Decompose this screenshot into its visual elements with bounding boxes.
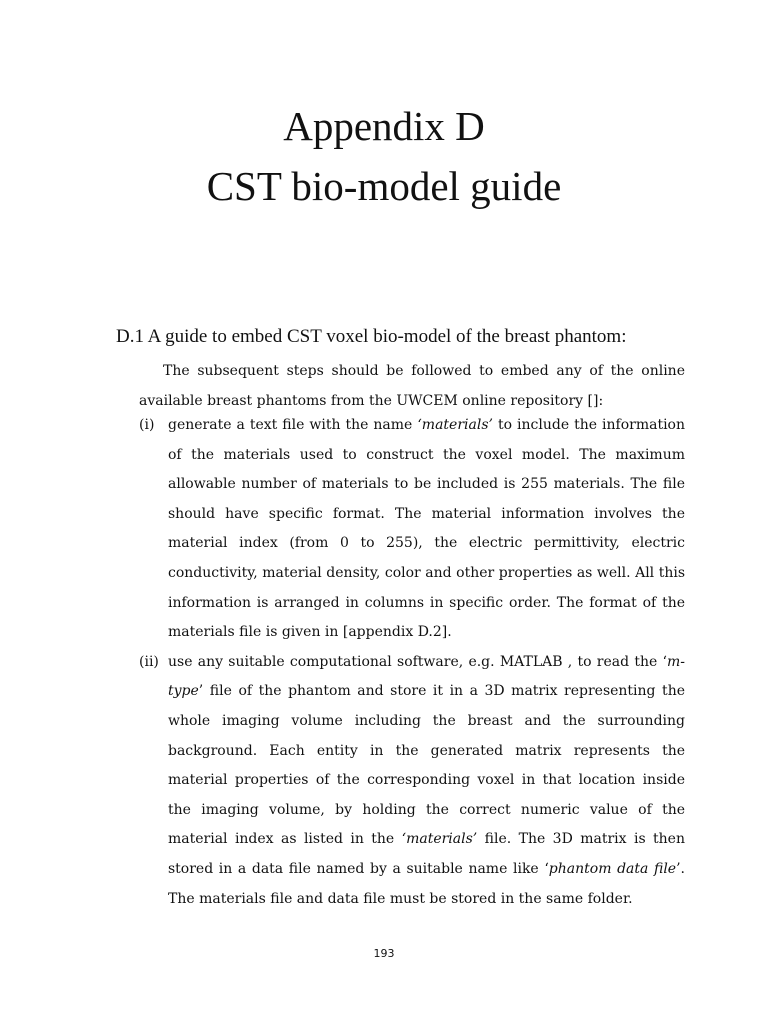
step-text-part: file. The 3D matrix is then stored in a data file named by a suitable name like ‘ bbox=[168, 831, 685, 877]
step-text-part: use any suitable computational software, e.g. MATLAB , to read the ‘ bbox=[168, 653, 667, 670]
appendix-title bbox=[0, 96, 768, 216]
list-marker: (i) bbox=[139, 417, 155, 433]
step-text-part: to include the information of the materials used to construct the voxel model. The maximum allowable number of materials to be included is 255 materials. The file should have specific format. The material information involves the material index (from 0 to 255), the electric permittivity, electric conductivity, material density, color and other properties as well. All this information is arranged in columns in specific order. The format of the materials file is given in [appendix D.2]. bbox=[168, 417, 685, 641]
emphasized-term: ‘materials’ bbox=[401, 831, 478, 848]
list-item bbox=[139, 411, 685, 648]
step-text bbox=[168, 411, 685, 648]
page-number: 193 bbox=[373, 947, 395, 960]
emphasized-term: m-type bbox=[168, 653, 685, 700]
intro-paragraph bbox=[139, 357, 685, 416]
emphasized-term: phantom data file bbox=[548, 860, 677, 877]
step-text-part: generate a text file with the name bbox=[168, 417, 418, 433]
list-item bbox=[139, 648, 685, 914]
step-text-part: ’ file of the phantom and store it in a 3D matrix representing the whole imaging volume including the breast and the surrounding background. Each entity in the generated matrix represents the material properties of the corresponding voxel in that location inside the imaging volume, by holding the correct numeric value of the material index as listed in the bbox=[168, 683, 685, 848]
list-marker: (ii) bbox=[139, 653, 159, 670]
steps-list bbox=[139, 411, 685, 914]
appendix-title-line-2: CST bio-model guide bbox=[206, 163, 562, 209]
section-heading: D.1 A guide to embed CST voxel bio-model of the breast phantom: bbox=[116, 326, 627, 347]
emphasized-term: ‘materials’ bbox=[417, 417, 493, 433]
step-text bbox=[168, 648, 685, 914]
step-text-part: ’. The materials file and data file must be stored in the same folder. bbox=[168, 860, 685, 907]
intro-text: The subsequent steps should be followed to embed any of the online available breast phantoms from the UWCEM online repository []: bbox=[139, 363, 685, 409]
appendix-title-line-1: Appendix D bbox=[283, 103, 485, 149]
